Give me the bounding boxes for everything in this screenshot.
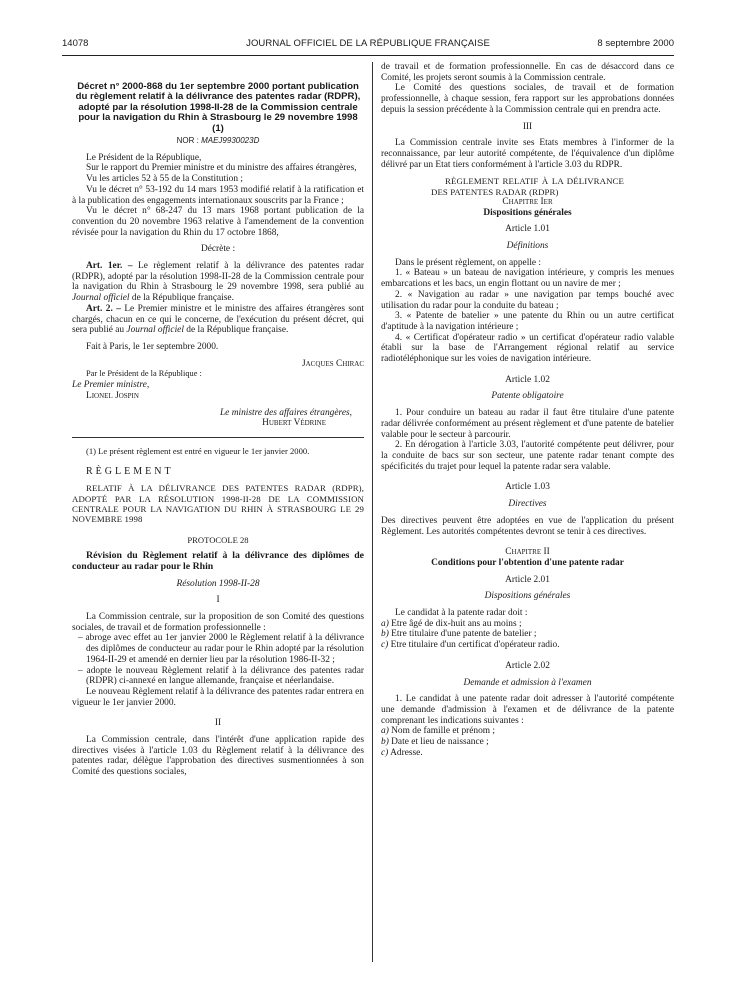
fm-title: Le ministre des affaires étrangères,	[219, 407, 352, 418]
article-1-02-item: 1. Pour conduire un bateau au radar il faut être titulaire d'une patente radar délivrée conformément au présent règlement et d'une patente de batelier valable pour le secteur à parcourir.	[381, 408, 674, 440]
list-text: Etre titulaire d'une patente de batelier ;	[391, 629, 537, 640]
article-1-02-title: Patente obligatoire	[491, 391, 564, 402]
article-2	[72, 304, 364, 336]
article-2-01-intro: Le candidat à la patente radar doit :	[395, 608, 528, 619]
fm-signature: Hubert Védrine	[262, 418, 326, 429]
decree-title: Décret n° 2000-868 du 1er septembre 2000 portant publication du règlement relatif à la délivrance des patentes radar (RDPR), adopté par la résolution 1998-II-28 de la Commission centrale pour la navigation du Rhin à Strasbourg le 29 novembre 1998 (1)	[75, 81, 361, 134]
nor-reference	[72, 136, 364, 147]
article-1-03: Article 1.03	[505, 482, 550, 493]
list-item	[381, 748, 674, 759]
article-2-text: Le Premier ministre et le ministre des affaires étrangères sont chargés, chacun en ce qui le concerne, de l'exécution du présent décret, qui sera publié au	[72, 303, 365, 336]
done-at: Fait à Paris, le 1er septembre 2000.	[86, 341, 219, 352]
reglement-heading: RÈGLEMENT	[86, 465, 174, 477]
article-2-01: Article 2.01	[505, 574, 550, 585]
page-header	[62, 38, 674, 52]
list-text: Nom de famille et prénom ;	[391, 726, 496, 737]
nor-label: NOR :	[176, 136, 199, 146]
header-rule	[62, 55, 674, 56]
chapter-1: Chapitre Ier	[502, 196, 553, 207]
left-column	[72, 62, 364, 778]
article-1-text: Le règlement relatif à la délivrance des patentes radar (RDPR), adopté par la résolution 1998-II-28 de la Commission centrale pour la navigation du Rhin à Strasbourg le 29 novembre 1998, sera publié au	[72, 261, 365, 293]
intro-paragraph: Vu les articles 52 à 55 de la Constitution ;	[86, 174, 243, 185]
pm-signature: Lionel Jospin	[86, 390, 139, 401]
list-key: c)	[381, 640, 389, 651]
definition-item: 3. « Patente de batelier » une patente du Rhin ou un autre certificat d'aptitude à la navigation intérieure ;	[381, 311, 674, 332]
list-key: c)	[381, 747, 389, 758]
page-number: 14078	[62, 38, 89, 49]
reglement-heading-right: RÈGLEMENT RELATIF À LA DÉLIVRANCE DES PATENTES RADAR (RDPR)	[431, 176, 624, 197]
article-2-label: Art. 2. –	[86, 303, 121, 314]
footnote-rule	[72, 437, 364, 438]
resolution-label: Résolution 1998-II-28	[176, 578, 260, 589]
list-item: – adopte le nouveau Règlement relatif à la délivrance des patentes radar (RDPR) ci-annexé en langue allemande, française et néerlandaise.	[78, 665, 364, 687]
journal-officiel-ref: Journal officiel	[126, 325, 184, 336]
list-text: Adresse.	[390, 747, 423, 758]
list-text: Etre titulaire d'un certificat d'opérateur radio.	[390, 640, 560, 651]
intro-paragraph: Le Président de la République,	[86, 152, 202, 163]
article-2-01-title: Dispositions générales	[484, 591, 571, 602]
intro-paragraph: Vu le décret n° 68-247 du 13 mars 1968 portant publication de la convention du 20 novembre 1963 relative à l'amendement de la convention révisée pour la navigation du Rhin du 17 octobre 1868,	[72, 206, 364, 238]
list-item	[381, 629, 674, 640]
definition-item: 2. « Navigation au radar » une navigation par temps bouché avec utilisation du radar pour la conduite du bateau ;	[381, 289, 674, 311]
revision-title: Révision du Règlement relatif à la délivrance des diplômes de conducteur au radar pour le Rhin	[72, 550, 364, 572]
committee-report: Le Comité des questions sociales, de travail et de formation professionnelle, à chaque session, fera rapport sur les approbations données depuis la session précédente à la Commission centrale qui en prendra acte.	[381, 83, 674, 115]
list-item	[381, 640, 674, 651]
reglement-subtitle: RELATIF À LA DÉLIVRANCE DES PATENTES RADAR (RDPR), ADOPTÉ PAR LA RÉSOLUTION 1998-II-28 DE LA COMMISSION CENTRALE POUR LA NAVIGATION DU RHIN À STRASBOURG LE 29 NOVEMBRE 1998	[72, 483, 364, 525]
list-item	[381, 619, 674, 630]
article-1-03-title: Directives	[508, 499, 547, 510]
article-1-01: Article 1.01	[505, 224, 550, 235]
president-signature: Jacques Chirac	[301, 358, 364, 369]
list-key: b)	[381, 737, 389, 748]
protocole-label: PROTOCOLE 28	[187, 534, 249, 545]
list-item	[381, 737, 674, 748]
par-le-president: Par le Président de la République :	[86, 369, 202, 379]
chapter-1-title: Dispositions générales	[483, 207, 572, 218]
list-key: b)	[381, 629, 389, 640]
chapter-2: Chapitre II	[505, 547, 550, 558]
continued-text: de travail et de formation professionnelle. En cas de désaccord dans ce Comité, les projets seront soumis à la Commission centrale.	[381, 62, 674, 83]
article-2-02: Article 2.02	[505, 660, 550, 671]
article-2-02-title: Demande et admission à l'examen	[463, 677, 592, 688]
footnote: (1) Le présent règlement est entré en vigueur le 1er janvier 2000.	[86, 445, 310, 456]
decrete-heading: Décrète :	[200, 244, 236, 255]
section-I-text: La Commission centrale, sur la proposition de son Comité des questions sociales, de travail et de formation professionnelle :	[72, 612, 364, 633]
article-1-02-item: 2. En dérogation à l'article 3.03, l'autorité compétente peut délivrer, pour la conduite de bacs sur son secteur, une patente radar tenant compte des spécificités du trajet pour lequel la patente radar sera valable.	[381, 440, 674, 472]
article-2-text-end: de la République française.	[186, 325, 289, 336]
article-1-text-end: de la République française.	[131, 293, 234, 304]
section-III-text: La Commission centrale invite ses Etats membres à l'informer de la reconnaissance, par leur autorité compétente, de l'équivalence d'un diplôme délivré par un Etat tiers conformément à l'article 3.03 du RDPR.	[381, 138, 674, 170]
column-divider	[372, 62, 373, 962]
list-text: Date et lieu de naissance ;	[391, 737, 489, 748]
pm-title: Le Premier ministre,	[72, 380, 150, 391]
intro-paragraph: Sur le rapport du Premier ministre et du ministre des affaires étrangères,	[86, 163, 357, 174]
section-I: I	[216, 595, 220, 606]
list-key: a)	[381, 618, 389, 629]
list-item	[381, 726, 674, 737]
section-III: III	[522, 121, 533, 132]
list-key: a)	[381, 726, 389, 737]
definition-item: 1. « Bateau » un bateau de navigation intérieure, y compris les menues embarcations et les bacs, un engin flottant ou un navire de mer ;	[381, 268, 674, 290]
article-1	[72, 261, 364, 304]
article-1-02: Article 1.02	[505, 374, 550, 385]
journal-officiel-ref: Journal officiel	[72, 293, 130, 304]
list-item: – abroge avec effet au 1er janvier 2000 le Règlement relatif à la délivrance des diplômes de conducteur au radar pour le Rhin adopté par la résolution 1964-II-29 et amendé en dernier lieu par la résolution 1986-II-32 ;	[78, 633, 364, 665]
journal-title: JOURNAL OFFICIEL DE LA RÉPUBLIQUE FRANÇAISE	[246, 38, 490, 49]
list-text: Etre âgé de dix-huit ans au moins ;	[391, 618, 522, 629]
article-2-02-text: 1. Le candidat à une patente radar doit adresser à l'autorité compétente une demande d'admission à l'examen et de délivrance de la patente comprenant les indications suivantes :	[381, 694, 674, 726]
article-1-label: Art. 1er. –	[86, 261, 133, 272]
section-II: II	[214, 718, 222, 729]
article-1-03-text: Des directives peuvent être adoptées en vue de l'application du présent Règlement. Les autorités compétentes devront se tenir à ces directives.	[381, 515, 674, 537]
right-column	[381, 62, 674, 758]
article-1-01-intro: Dans le présent règlement, on appelle :	[395, 257, 542, 268]
issue-date: 8 septembre 2000	[597, 38, 674, 49]
nor-value: MAEJ9930023D	[201, 136, 260, 146]
definition-item: 4. « Certificat d'opérateur radio » un certificat d'opérateur radio valable établi sur la base de l'Arrangement régional relatif au service radiotéléphonique sur les voies de navigation intérieure.	[381, 332, 674, 365]
section-I-closing: Le nouveau Règlement relatif à la délivrance des patentes radar entrera en vigueur le 1er janvier 2000.	[72, 686, 364, 708]
article-1-01-title: Définitions	[506, 241, 549, 252]
intro-paragraph: Vu le décret n° 53-192 du 14 mars 1953 modifié relatif à la ratification et à la publication des engagements internationaux souscrits par la France ;	[72, 184, 364, 206]
section-II-text: La Commission centrale, dans l'intérêt d'une application rapide des directives visées à l'article 1.03 du Règlement relatif à la délivrance des patentes radar, délègue l'approbation des directives susmentionnées à son Comité des questions sociales,	[72, 735, 364, 778]
section-I-list	[72, 633, 364, 687]
chapter-2-title: Conditions pour l'obtention d'une patente radar	[431, 557, 624, 568]
